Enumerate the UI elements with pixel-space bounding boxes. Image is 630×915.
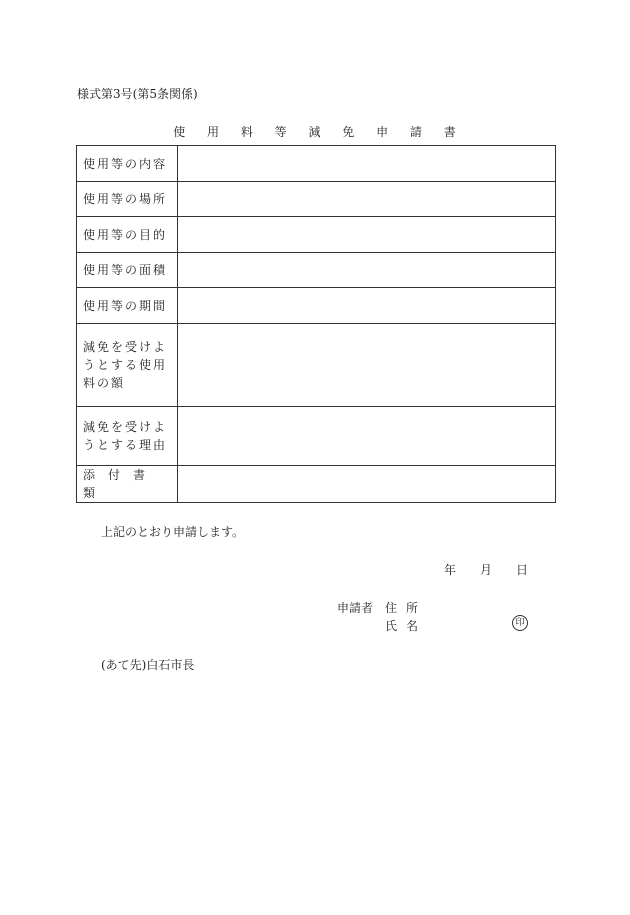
row-value-fee-amount[interactable] bbox=[178, 324, 556, 407]
table-row bbox=[77, 146, 556, 182]
row-label-area: 使用等の面積 bbox=[77, 253, 178, 288]
row-value-attachments[interactable] bbox=[178, 466, 556, 503]
address-label: 住所 bbox=[385, 601, 428, 615]
application-table bbox=[76, 145, 556, 503]
row-value-purpose[interactable] bbox=[178, 217, 556, 253]
row-value-period[interactable] bbox=[178, 288, 556, 324]
row-label-purpose: 使用等の目的 bbox=[77, 217, 178, 253]
row-label-fee-amount: 減免を受けようとする使用料の額 bbox=[77, 324, 178, 407]
table-row bbox=[77, 466, 556, 503]
row-label-reason: 減免を受けようとする理由 bbox=[77, 407, 178, 466]
row-value-location[interactable] bbox=[178, 182, 556, 217]
row-value-area[interactable] bbox=[178, 253, 556, 288]
table-row bbox=[77, 182, 556, 217]
date-month-label: 月 bbox=[480, 563, 493, 577]
row-label-attachments: 添付書類 bbox=[77, 466, 178, 503]
row-label-content: 使用等の内容 bbox=[77, 146, 178, 182]
name-label: 氏名 bbox=[385, 619, 428, 633]
row-label-period: 使用等の期間 bbox=[77, 288, 178, 324]
row-value-content[interactable] bbox=[178, 146, 556, 182]
table-row bbox=[77, 407, 556, 466]
form-number: 様式第3号(第5条関係) bbox=[77, 87, 198, 101]
statement-text: 上記のとおり申請します。 bbox=[101, 525, 245, 539]
table-row bbox=[77, 324, 556, 407]
date-year-label: 年 bbox=[444, 563, 457, 577]
row-value-reason[interactable] bbox=[178, 407, 556, 466]
table-row bbox=[77, 253, 556, 288]
table-row bbox=[77, 217, 556, 253]
seal-mark: 印 bbox=[512, 615, 528, 631]
addressee-text: (あて先)白石市長 bbox=[101, 658, 195, 672]
table-row bbox=[77, 288, 556, 324]
date-day-label: 日 bbox=[516, 563, 529, 577]
document-title: 使 用 料 等 減 免 申 請 書 bbox=[173, 125, 465, 139]
applicant-label: 申請者 bbox=[337, 601, 374, 615]
row-label-location: 使用等の場所 bbox=[77, 182, 178, 217]
